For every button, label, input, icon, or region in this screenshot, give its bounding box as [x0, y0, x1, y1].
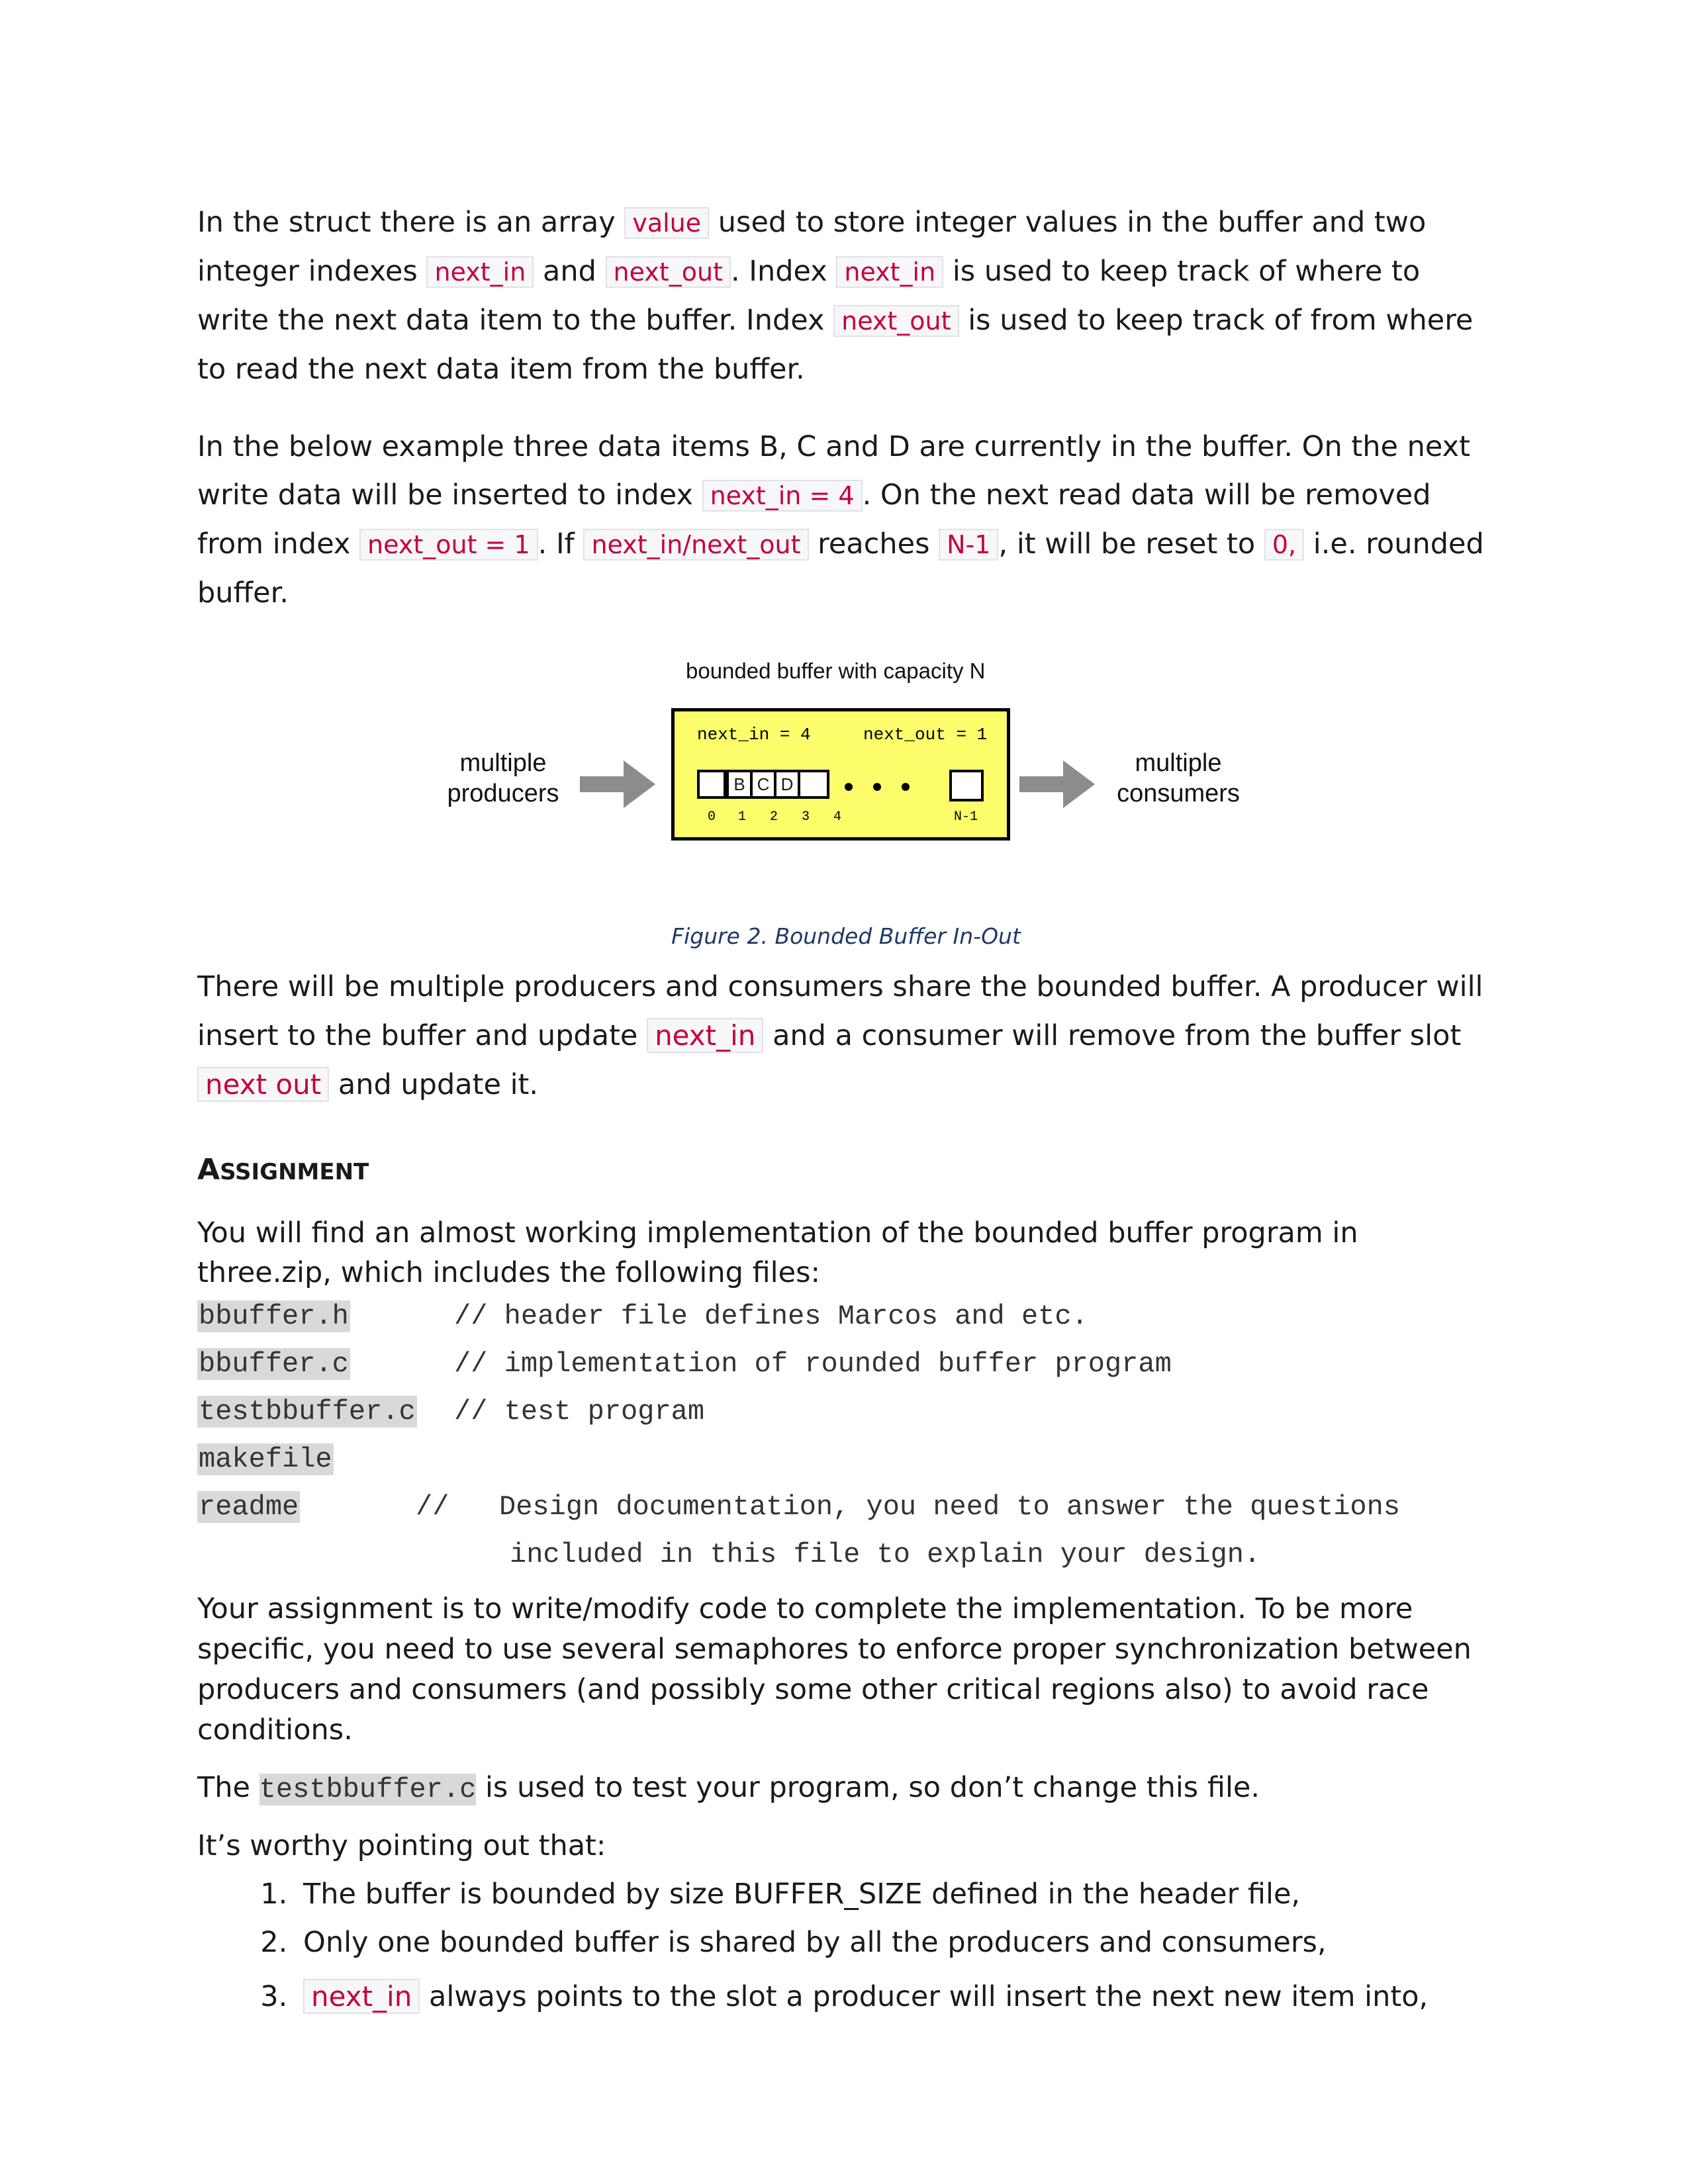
code-next-in: next_in	[303, 1979, 420, 2014]
code-next-out: next_out	[606, 256, 731, 288]
code-next-out-1: next_out = 1	[359, 529, 538, 561]
file-name: bbuffer.h	[199, 1300, 349, 1332]
paragraph-test-note: The testbbuffer.c is used to test your program, so don’t change this file.	[197, 1771, 1260, 1805]
file-row	[197, 1344, 1495, 1392]
file-row	[197, 1535, 1495, 1582]
list-item: 1. The buffer is bounded by size BUFFER_SIZE defined in the header file,	[297, 1870, 1495, 1919]
code-testbbuffer: testbbuffer.c	[259, 1774, 477, 1805]
file-row	[197, 1439, 1495, 1487]
list-item: 3. next_in always points to the slot a producer will insert the next new item into,	[297, 1972, 1495, 2021]
code-next-in: next_in	[426, 256, 534, 288]
list-item: 2. Only one bounded buffer is shared by all the producers and consumers,	[297, 1919, 1495, 1967]
file-comment: // implementation of rounded buffer program	[454, 1348, 1172, 1380]
code-n-minus-1: N-1	[939, 529, 998, 561]
buffer-slot: B	[726, 770, 753, 799]
bounded-buffer-figure	[197, 659, 1495, 963]
document-page	[197, 199, 1495, 2021]
code-next-in-out: next_in/next_out	[583, 529, 808, 561]
paragraph-worthy: It’s worthy pointing out that:	[197, 1829, 606, 1862]
code-next-in: next_in	[836, 256, 943, 288]
file-row	[197, 1487, 1495, 1535]
code-next-out: next out	[197, 1067, 329, 1102]
buffer-slot	[798, 770, 829, 799]
file-name: makefile	[199, 1443, 332, 1475]
ellipsis-dot	[873, 783, 881, 791]
producers-label: multiple producers	[447, 749, 559, 807]
paragraph-task: Your assignment is to write/modify code to complete the implementation. To be more specific, you need to use several semaphores to enforce proper synchronization between producers and consumers (and possibly some other critical regions also) to avoid race conditions.	[197, 1592, 1472, 1747]
file-name: readme	[199, 1491, 299, 1523]
code-next-in-4: next_in = 4	[702, 480, 863, 512]
slot-index: 3	[802, 809, 810, 825]
code-zero: 0,	[1264, 529, 1304, 561]
arrow-right-icon	[580, 758, 658, 811]
paragraph-struct-description: In the struct there is an array value used to store integer values in the buffer and two integer indexes next_in and next_out . Index next_in is used to keep track of where to write the next data item to the buffer. Index next_out is used to keep track of from where to read the next data item from the buffer.	[197, 206, 1474, 386]
file-comment: // Design documentation, you need to answer the questions	[416, 1491, 1401, 1523]
file-row	[197, 1392, 1495, 1439]
figure-title: bounded buffer with capacity N	[686, 659, 986, 683]
slot-index: 4	[833, 809, 842, 825]
slot-index-last: N-1	[954, 809, 978, 825]
code-next-out: next_out	[833, 305, 959, 337]
file-comment: // header file defines Marcos and etc.	[454, 1300, 1088, 1332]
points-list	[197, 1870, 1495, 2021]
code-next-in: next_in	[647, 1018, 763, 1053]
slot-index: 2	[770, 809, 778, 825]
ellipsis-dot	[902, 783, 910, 791]
consumers-label: multiple consumers	[1117, 749, 1240, 807]
section-heading-assignment: ASSIGNMENT	[197, 1153, 369, 1187]
arrow-right-icon	[1019, 758, 1098, 811]
paragraph-intro: You will find an almost working implementation of the bounded buffer program in three.zip, which includes the following files:	[197, 1216, 1358, 1289]
buffer-box	[671, 708, 1010, 841]
paragraph-producers-consumers: There will be multiple producers and consumers share the bounded buffer. A producer will insert to the buffer and update next_in and a consumer will remove from the buffer slot next out and update it.	[197, 970, 1483, 1101]
file-list	[197, 1297, 1495, 1582]
buffer-slot	[697, 770, 726, 799]
file-row	[197, 1297, 1495, 1344]
code-value: value	[624, 207, 709, 239]
slot-index: 1	[738, 809, 747, 825]
ellipsis-dot	[845, 783, 853, 791]
buffer-slot-last	[949, 770, 984, 801]
buffer-slot: D	[774, 770, 800, 799]
next-in-label: next_in = 4	[697, 725, 811, 745]
file-name: testbbuffer.c	[199, 1396, 416, 1428]
slot-index: 0	[708, 809, 716, 825]
buffer-slot: C	[750, 770, 776, 799]
next-out-label: next_out = 1	[863, 725, 988, 745]
figure-caption: Figure 2. Bounded Buffer In-Out	[671, 923, 1021, 949]
file-comment: // test program	[454, 1396, 705, 1428]
file-name: bbuffer.c	[199, 1348, 349, 1380]
paragraph-example: In the below example three data items B, C and D are currently in the buffer. On the next write data will be inserted to index next_in = 4 . On the next read data will be removed from index next_out = 1 . If next_in/next_out reaches N-1 , it will be reset to 0, i.e. rounded buffer.	[197, 430, 1484, 610]
file-comment-continued: included in this file to explain your design.	[510, 1539, 1261, 1570]
